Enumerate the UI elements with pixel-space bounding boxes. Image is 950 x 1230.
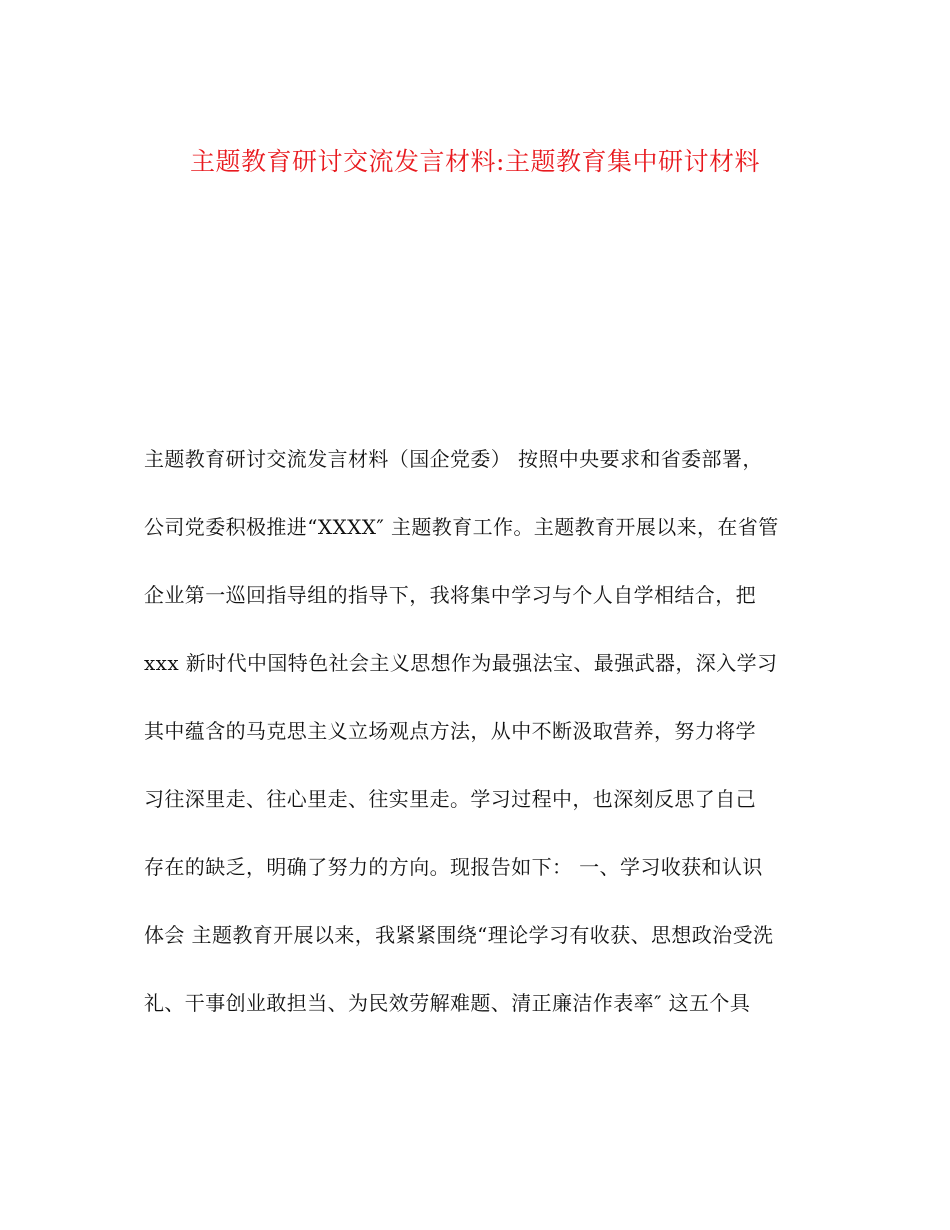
body-line: xxx 新时代中国特色社会主义思想作为最强法宝、最强武器，深入学习 (144, 651, 778, 675)
body-line: 礼、干事创业敢担当、为民效劳解难题、清正廉洁作表率″ 这五个具 (144, 991, 751, 1015)
body-line: 企业第一巡回指导组的指导下，我将集中学习与个人自学相结合，把 (144, 583, 756, 607)
body-line: 存在的缺乏，明确了努力的方向。现报告如下： 一、学习收获和认识 (144, 855, 763, 879)
document-title: 主题教育研讨交流发言材料:主题教育集中研讨材料 (190, 147, 760, 176)
body-line: 体会 主题教育开展以来，我紧紧围绕“理论学习有收获、思想政治受洗 (144, 923, 774, 947)
document-body (144, 446, 824, 1058)
body-line: 公司党委积极推进“XXXX″ 主题教育工作。主题教育开展以来，在省管 (144, 515, 779, 539)
body-line: 习往深里走、往心里走、往实里走。学习过程中，也深刻反思了自己 (144, 787, 756, 811)
body-line: 主题教育研讨交流发言材料（国企党委） 按照中央要求和省委部署， (144, 447, 763, 471)
body-line: 其中蕴含的马克思主义立场观点方法，从中不断汲取营养，努力将学 (144, 719, 756, 743)
